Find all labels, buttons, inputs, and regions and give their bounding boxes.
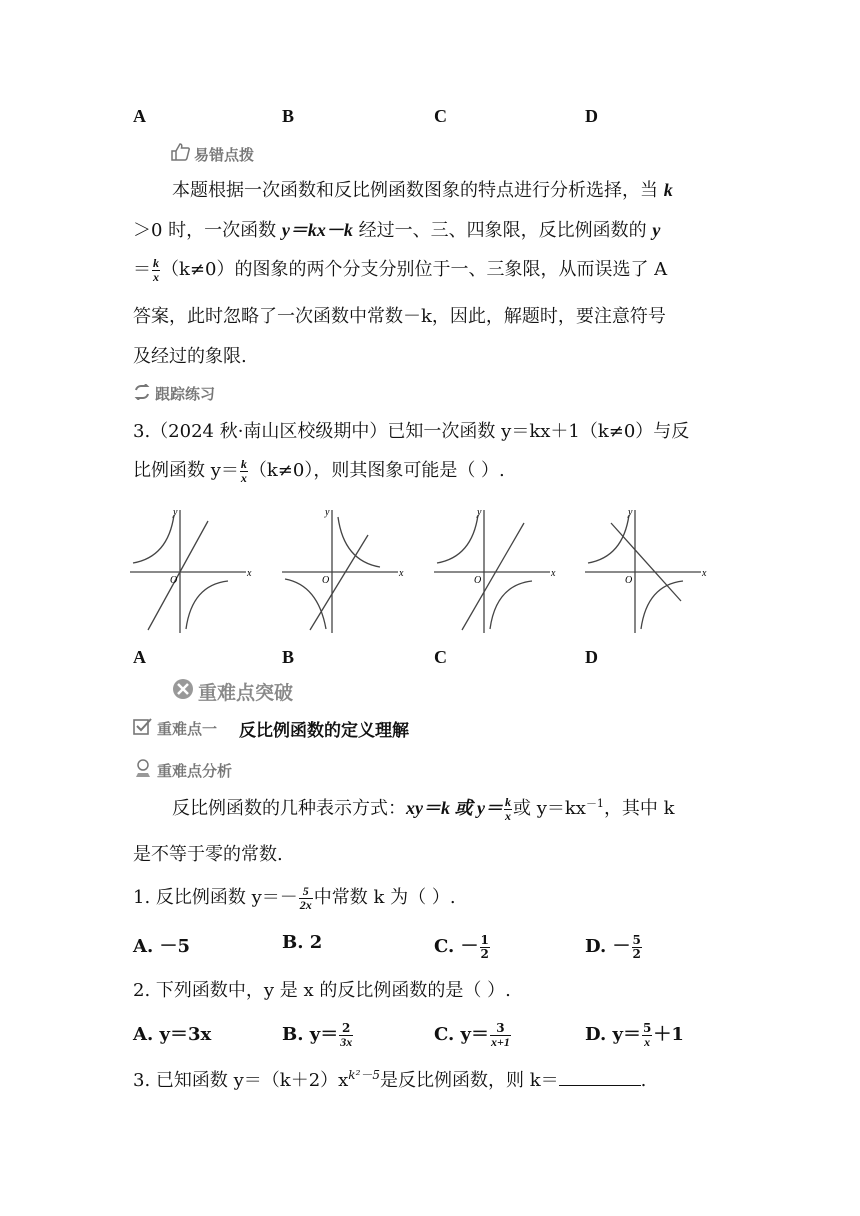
graph-c <box>432 505 557 635</box>
analysis-badge: 重难点分析 <box>133 758 232 782</box>
graph-label-c: C <box>434 647 447 667</box>
fraction: $\frac{5}{x}$ <box>642 1020 652 1049</box>
svg-text:y: y <box>477 507 482 518</box>
svg-text:x: x <box>551 568 556 579</box>
tip-line-2: ＞0 时，一次函数 y＝kx－k 经过一、三、四象限，反比例函数的 y <box>133 220 661 241</box>
graph-a <box>128 505 253 635</box>
fraction: $\frac{5}{2x}$ <box>299 883 312 912</box>
tip-line-4: 答案，此时忽略了一次函数中常数－k，因此，解题时，要注意符号 <box>133 306 666 327</box>
fraction: $\frac{k}{x}$ <box>153 255 159 284</box>
q2-stem: 2. 下列函数中，y 是 x 的反比例函数的是（ ）. <box>133 980 511 1001</box>
q2-option-b: B. y＝ $\frac{2}{3x}$ <box>282 1020 353 1049</box>
bulb-person-icon <box>133 758 153 782</box>
answer-blank[interactable] <box>559 1085 641 1086</box>
svg-text:O: O <box>625 575 633 586</box>
q3-fill-stem: 3. 已知函数 $y=(k+2)x^{k^2-5}$是反比例函数，则 k＝ . <box>133 1068 647 1091</box>
option-label-c: C <box>434 106 447 126</box>
option-label-b: B <box>282 106 295 126</box>
option-label-a: A <box>133 106 146 126</box>
q2-option-c: C. y＝ $\frac{3}{x+1}$ <box>434 1020 510 1049</box>
fraction: $\frac{5}{2}$ <box>632 932 641 961</box>
q1-option-b: B. 2 <box>282 932 323 953</box>
section-badge: 重难点突破 <box>172 678 293 705</box>
analysis-line-1: 反比例函数的几种表示方式：xy＝k 或 y＝ $\frac{k}{x}$ 或 $y=kx^{-1}$，其中 k <box>172 794 675 823</box>
q1-option-d: D. － $\frac{5}{2}$ <box>585 932 641 961</box>
loop-icon <box>133 384 151 404</box>
tip-line-5: 及经过的象限. <box>133 346 247 367</box>
option-label-d: D <box>585 106 598 126</box>
fraction: $\frac{2}{3x}$ <box>340 1020 353 1049</box>
svg-text:x: x <box>247 568 252 579</box>
q1-option-a: A. －5 <box>133 936 191 957</box>
q1-option-c: C. － $\frac{1}{2}$ <box>434 932 489 961</box>
error-tip-badge: 易错点拨 <box>170 143 254 165</box>
graph-label-d: D <box>585 647 598 667</box>
practice-q3-line-2: 比例函数 y＝ $\frac{k}{x}$ （k≠0），则其图象可能是（ ）. <box>133 456 505 485</box>
svg-text:y: y <box>628 507 633 518</box>
q1-stem: 1. 反比例函数 y＝－ $\frac{5}{2x}$ 中常数 k 为（ ）. <box>133 883 456 912</box>
graph-b <box>280 505 405 635</box>
graph-label-b: B <box>282 647 295 667</box>
key-point-header <box>133 716 409 741</box>
fraction: $\frac{k}{x}$ <box>504 794 511 823</box>
fraction: $\frac{3}{x+1}$ <box>491 1020 510 1049</box>
graph-d <box>583 505 708 635</box>
svg-text:O: O <box>322 575 330 586</box>
cross-circle-icon <box>172 678 194 705</box>
q2-option-d: D. y＝ $\frac{5}{x}$ ＋1 <box>585 1020 684 1049</box>
fraction: $\frac{1}{2}$ <box>480 932 489 961</box>
svg-text:x: x <box>702 568 707 579</box>
svg-text:x: x <box>399 568 404 579</box>
svg-text:y: y <box>173 507 178 518</box>
svg-text:O: O <box>170 575 178 586</box>
thumbs-up-icon <box>170 143 190 165</box>
tip-line-3: ＝ $\frac{k}{x}$ （k≠0）的图象的两个分支分别位于一、三象限，从而误选了 A <box>133 255 668 284</box>
analysis-line-2: 是不等于零的常数. <box>133 844 283 865</box>
graph-label-a: A <box>133 647 146 667</box>
svg-text:y: y <box>325 507 330 518</box>
svg-text:O: O <box>474 575 482 586</box>
point-badge: 重难点一 <box>133 718 217 740</box>
fraction: $\frac{k}{x}$ <box>240 456 247 485</box>
practice-q3-line-1: 3.（2024 秋·南山区校级期中）已知一次函数 y＝kx＋1（k≠0）与反 <box>133 421 690 442</box>
practice-badge: 跟踪练习 <box>133 383 215 404</box>
checkbox-icon <box>133 718 153 740</box>
point-title: 反比例函数的定义理解 <box>239 721 410 741</box>
q2-option-a: A. y＝3x <box>133 1024 212 1045</box>
tip-line-1: 本题根据一次函数和反比例函数图象的特点进行分析选择，当 k <box>172 180 673 201</box>
